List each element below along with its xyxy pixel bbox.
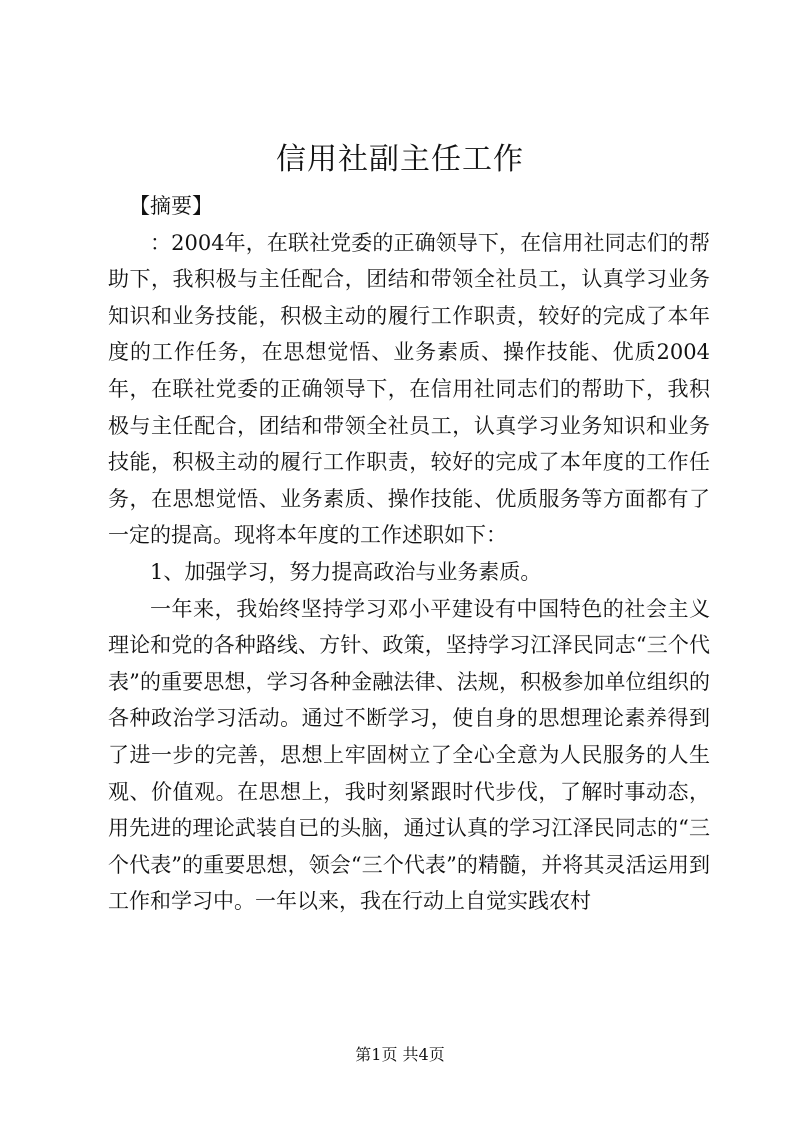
document-title: 信用社副主任工作 [276,142,524,177]
paragraph-section-heading: 1、加强学习，努力提高政治与业务素质。 [150,559,542,584]
paragraph-intro: ：2004年，在联社党委的正确领导下，在信用社同志们的帮助下，我积极与主任配合，团结和带领全社员工，认真学习业务知识和业务技能，积极主动的履行工作职责，较好的完成了本年度的工作任务，在思想觉悟、业务素质、操作技能、优质2004年，在联社党委的正确领导下，在信用社同志们的帮助下，我积极与主任配合，团结和带领全社员工，认真学习业务知识和业务技能，积极主动的履行工作职责，较好的完成了本年度的工作任务，在思想觉悟、业务素质、操作技能、优质服务等方面都有了一定的提高。现将本年度的工作述职如下： [108,230,710,548]
document-body [108,188,710,920]
paragraph-study: 一年来，我始终坚持学习邓小平建设有中国特色的社会主义理论和党的各种路线、方针、政策，坚持学习江泽民同志“三个代表”的重要思想，学习各种金融法律、法规，积极参加单位组织的各种政治学习活动。通过不断学习，使自身的思想理论素养得到了进一步的完善，思想上牢固树立了全心全意为人民服务的人生观、价值观。在思想上，我时刻紧跟时代步伐，了解时事动态，用先进的理论武装自已的头脑，通过认真的学习江泽民同志的“三个代表”的重要思想，领会“三个代表”的精髓，并将其灵活运用到工作和学习中。一年以来，我在行动上自觉实践农村 [108,596,710,914]
summary-label: 【摘要】 [129,194,213,218]
page-number-footer: 第1页 共4页 [355,1045,445,1064]
